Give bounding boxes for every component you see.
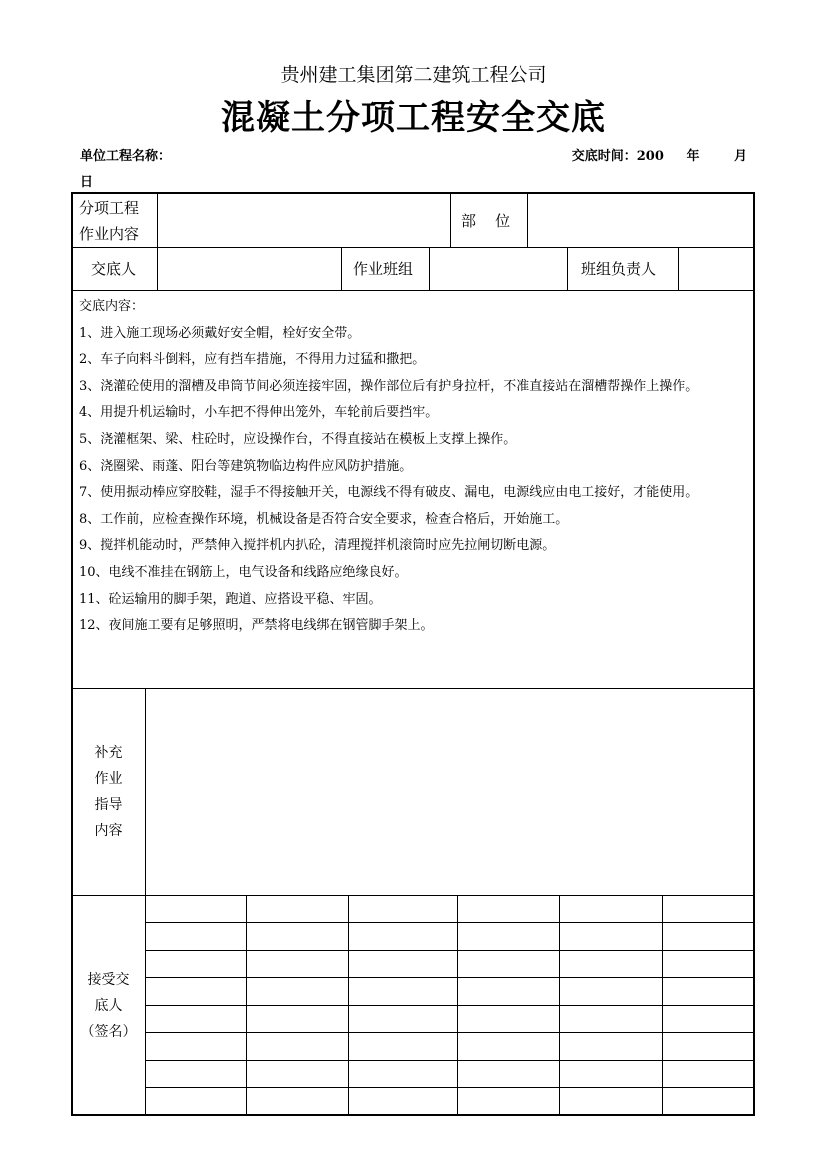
row-divider (71, 895, 755, 896)
date-field (572, 145, 747, 164)
document-title: 混凝土分项工程安全交底 (221, 98, 606, 138)
list-item: 9、搅拌机能动时，严禁伸入搅拌机内扒砼，清理搅拌机滚筒时应先拉闸切断电源。 (79, 538, 556, 554)
item-value-field[interactable] (158, 194, 449, 246)
col-divider (341, 247, 342, 291)
location-value-field[interactable] (528, 194, 753, 246)
date-day: 日 (80, 175, 94, 190)
presenter-label: 交底人 (91, 260, 137, 278)
company-name: 贵州建工集团第二建筑工程公司 (280, 64, 547, 86)
list-item: 11、砼运输用的脚手架，跑道、应搭设平稳、牢固。 (79, 591, 382, 607)
item-label: 分项工程 作业内容 (79, 199, 140, 243)
team-value-field[interactable] (430, 248, 566, 290)
signature-label: 接受交 底人 （签名） (80, 972, 137, 1040)
list-item: 10、电线不准挂在钢筋上，电气设备和线路应绝缘良好。 (79, 564, 408, 580)
list-item: 3、浇灌砼使用的溜槽及串筒节间必须连接牢固，操作部位后有护身拉杆，不准直接站在溜槽帮操作上操作。 (79, 378, 699, 394)
col-divider (450, 192, 451, 248)
briefing-content (79, 294, 749, 640)
list-item: 8、工作前，应检查操作环境，机械设备是否符合安全要求，检查合格后，开始施工。 (79, 511, 569, 527)
date-month: 月 (733, 149, 747, 164)
date-year: 年 (686, 149, 700, 164)
leader-label: 班组负责人 (581, 260, 657, 278)
unit-project-label: 单位工程名称： (80, 149, 172, 164)
date-label: 交底时间：200 (571, 149, 664, 164)
content-heading: 交底内容： (79, 299, 145, 314)
supplement-content-field[interactable] (146, 689, 753, 894)
list-item: 6、浇圈梁、雨蓬、阳台等建筑物临边构件应风防护措施。 (79, 458, 413, 474)
location-label: 部 位 (461, 212, 511, 230)
row-divider (71, 290, 755, 291)
list-item: 7、使用振动棒应穿胶鞋，湿手不得接触开关，电源线不得有破皮、漏电，电源线应由电工接好，才能使用。 (79, 485, 699, 501)
list-item: 1、进入施工现场必须戴好安全帽，栓好安全带。 (79, 325, 361, 341)
list-item: 5、浇灌框架、梁、柱砼时，应设操作台，不得直接站在模板上支撑上操作。 (79, 431, 517, 447)
team-label: 作业班组 (353, 260, 414, 278)
list-item: 4、用提升机运输时，小车把不得伸出笼外，车轮前后要挡牢。 (79, 405, 439, 421)
leader-value-field[interactable] (679, 248, 753, 290)
col-divider (567, 247, 568, 291)
supplement-label: 补充 作业 指导 内容 (94, 745, 123, 839)
list-item: 12、夜间施工要有足够照明，严禁将电线绑在钢管脚手架上。 (79, 618, 434, 634)
presenter-value-field[interactable] (158, 248, 340, 290)
list-item: 2、车子向料斗倒料，应有挡车措施，不得用力过猛和撒把。 (79, 352, 426, 368)
